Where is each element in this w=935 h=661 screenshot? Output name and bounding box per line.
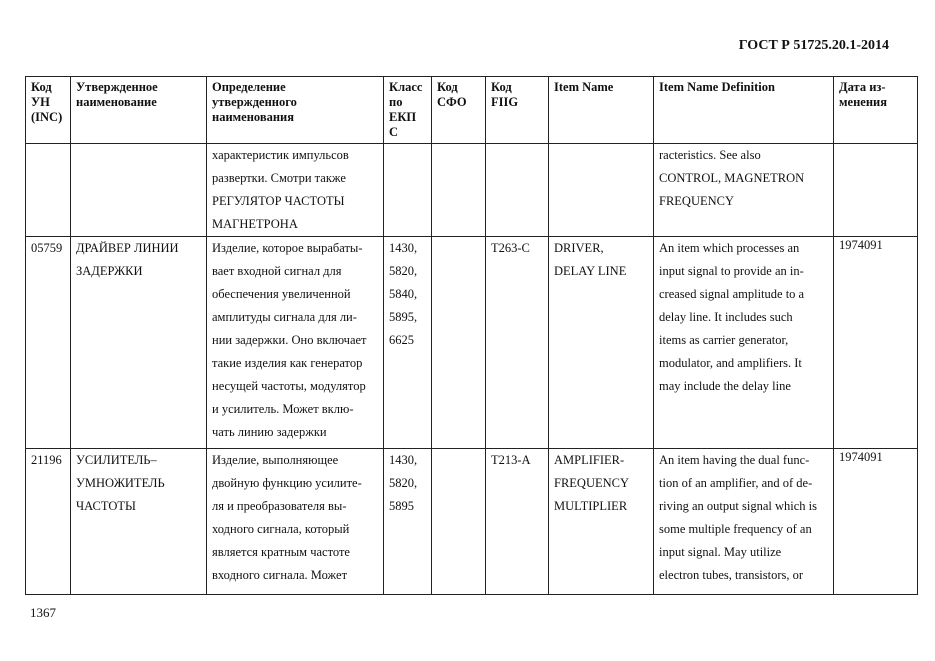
item-name-cell-line: AMPLIFIER-: [554, 453, 625, 467]
class-cell: [384, 449, 432, 595]
fiig-cell-line: T263-C: [491, 241, 530, 255]
approved-name-cell: [71, 237, 207, 449]
item-definition-cell: [654, 449, 834, 595]
approved-name-cell: [71, 144, 207, 237]
definition-cell-line: входного сигнала. Может: [212, 568, 348, 582]
col-definition-header: Определение утвержденного наименования: [207, 77, 384, 144]
item-definition-cell-line: some multiple frequency of an: [659, 522, 812, 536]
class-cell: [384, 144, 432, 237]
class-cell-line: 1430,: [389, 453, 418, 467]
definition-cell-line: обеспечения увеличенной: [212, 287, 351, 301]
fiig-cell: [486, 144, 549, 237]
col-sfo-header: Код СФО: [432, 77, 486, 144]
definition-cell-line: ля и преобразователя вы-: [212, 499, 347, 513]
item-name-cell: [549, 144, 654, 237]
definition-cell-line: ходного сигнала, который: [212, 522, 350, 536]
col-item-definition-header: Item Name Definition: [654, 77, 834, 144]
item-definition-cell-line: input signal to provide an in-: [659, 264, 804, 278]
table-header-row: [26, 77, 918, 144]
item-definition-cell-line: riving an output signal which is: [659, 499, 817, 513]
approved-name-cell-line: ЗАДЕРЖКИ: [76, 264, 143, 278]
approved-name-cell-line: УСИЛИТЕЛЬ–: [76, 453, 157, 467]
fiig-cell: [486, 449, 549, 595]
approved-name-cell-line: ЧАСТОТЫ: [76, 499, 136, 513]
class-cell-line: 5820,: [389, 476, 418, 490]
col-item-name-header: Item Name: [549, 77, 654, 144]
class-cell-line: 5840,: [389, 287, 418, 301]
change-date-cell: [834, 237, 918, 449]
col-fiig-header: Код FIIG: [486, 77, 549, 144]
definition-cell-line: является кратным частоте: [212, 545, 350, 559]
item-name-cell-line: MULTIPLIER: [554, 499, 628, 513]
definition-cell: [207, 144, 384, 237]
nomenclature-table: [25, 76, 918, 595]
class-cell-line: 5895,: [389, 310, 418, 324]
item-definition-cell-line: delay line. It includes such: [659, 310, 793, 324]
item-name-cell: [549, 237, 654, 449]
item-name-cell-line: FREQUENCY: [554, 476, 630, 490]
item-definition-cell-line: racteristics. See also: [659, 148, 761, 162]
item-definition-cell-line: CONTROL, MAGNETRON: [659, 171, 805, 185]
class-cell-line: 1430,: [389, 241, 418, 255]
definition-cell-line: развертки. Смотри также: [212, 171, 346, 185]
change-date-cell: [834, 449, 918, 595]
class-cell-line: 6625: [389, 333, 414, 347]
item-definition-cell-line: electron tubes, transistors, or: [659, 568, 804, 582]
class-cell: [384, 237, 432, 449]
item-definition-cell-line: creased signal amplitude to a: [659, 287, 805, 301]
fiig-cell: [486, 237, 549, 449]
definition-cell-line: двойную функцию усилите-: [212, 476, 362, 490]
item-name-cell: [549, 449, 654, 595]
approved-name-cell-line: ДРАЙВЕР ЛИНИИ: [76, 241, 179, 255]
definition-cell-line: чать линию задержки: [212, 425, 327, 439]
inc-code-cell-line: 21196: [31, 453, 62, 467]
item-definition-cell-line: An item which processes an: [659, 241, 800, 255]
table-row: [26, 449, 918, 595]
change-date-cell: [834, 144, 918, 237]
standard-header: ГОСТ Р 51725.20.1-2014: [738, 38, 889, 53]
definition-cell-line: вает входной сигнал для: [212, 264, 342, 278]
inc-code-cell: [26, 144, 71, 237]
definition-cell: [207, 237, 384, 449]
item-definition-cell-line: An item having the dual func-: [659, 453, 810, 467]
approved-name-cell-line: УМНОЖИТЕЛЬ: [76, 476, 165, 490]
definition-cell-line: Изделие, выполняющее: [212, 453, 339, 467]
col-class-header: Класс по ЕКП С: [384, 77, 432, 144]
item-name-cell-line: DELAY LINE: [554, 264, 627, 278]
page-number: 1367: [30, 605, 56, 620]
definition-cell-line: несущей частоты, модулятор: [212, 379, 366, 393]
table-row: [26, 144, 918, 237]
change-date-cell-line: 1974091: [839, 450, 883, 464]
definition-cell-line: Изделие, которое вырабаты-: [212, 241, 363, 255]
item-definition-cell-line: may include the delay line: [659, 379, 791, 393]
definition-cell-line: характеристик импульсов: [212, 148, 349, 162]
table-row: [26, 237, 918, 449]
sfo-cell: [432, 237, 486, 449]
sfo-cell: [432, 144, 486, 237]
item-definition-cell: [654, 144, 834, 237]
class-cell-line: 5820,: [389, 264, 418, 278]
col-change-date-header: Дата из- менения: [834, 77, 918, 144]
definition-cell-line: амплитуды сигнала для ли-: [212, 310, 357, 324]
definition-cell-line: нии задержки. Оно включает: [212, 333, 367, 347]
inc-code-cell-line: 05759: [31, 241, 63, 255]
sfo-cell: [432, 449, 486, 595]
item-definition-cell-line: modulator, and amplifiers. It: [659, 356, 802, 370]
fiig-cell-line: T213-A: [491, 453, 531, 467]
item-definition-cell-line: FREQUENCY: [659, 194, 735, 208]
definition-cell-line: такие изделия как генератор: [212, 356, 363, 370]
item-definition-cell: [654, 237, 834, 449]
col-inc-code-header: Код УН (INC): [26, 77, 71, 144]
inc-code-cell: [26, 449, 71, 595]
definition-cell-line: МАГНЕТРОНА: [212, 217, 298, 231]
approved-name-cell: [71, 449, 207, 595]
definition-cell-line: РЕГУЛЯТОР ЧАСТОТЫ: [212, 194, 345, 208]
inc-code-cell: [26, 237, 71, 449]
item-definition-cell-line: items as carrier generator,: [659, 333, 789, 347]
definition-cell-line: и усилитель. Может вклю-: [212, 402, 354, 416]
item-definition-cell-line: input signal. May utilize: [659, 545, 782, 559]
item-name-cell-line: DRIVER,: [554, 241, 604, 255]
col-approved-name-header: Утвержденное наименование: [71, 77, 207, 144]
definition-cell: [207, 449, 384, 595]
change-date-cell-line: 1974091: [839, 238, 883, 252]
item-definition-cell-line: tion of an amplifier, and of de-: [659, 476, 813, 490]
class-cell-line: 5895: [389, 499, 414, 513]
